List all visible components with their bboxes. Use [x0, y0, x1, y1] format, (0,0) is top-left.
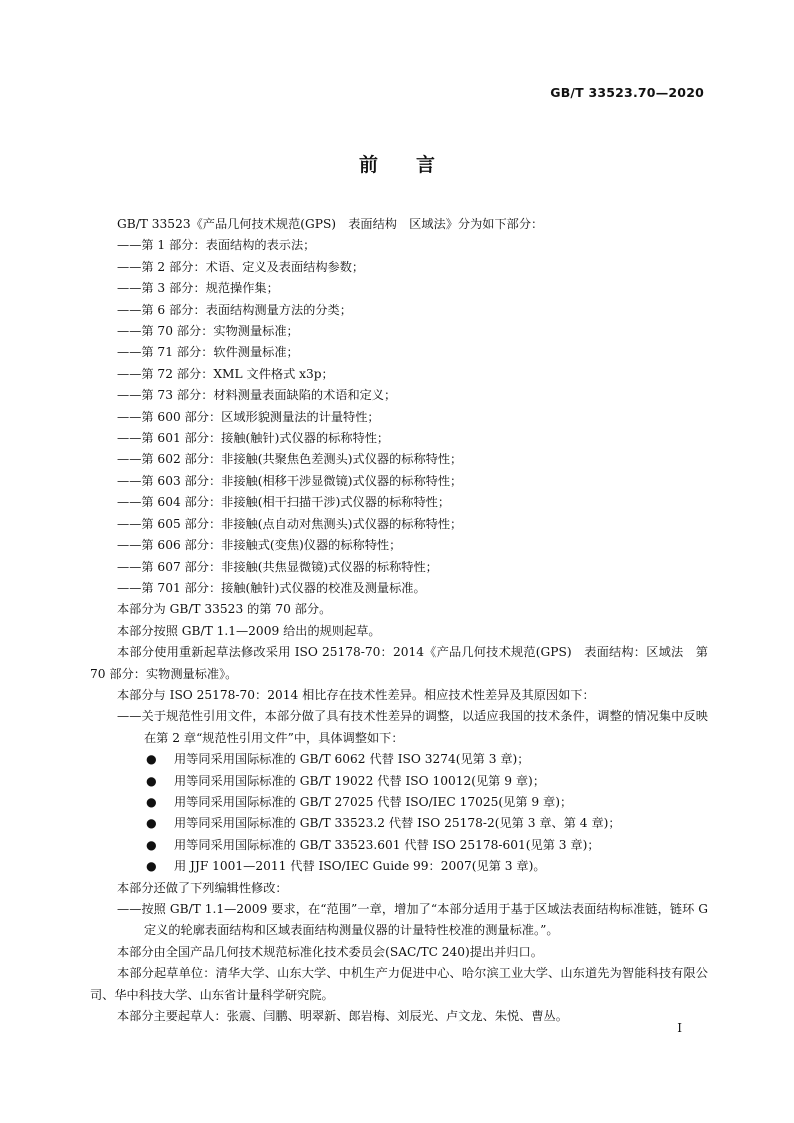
- bullet-dot-icon: ●: [146, 773, 157, 788]
- page-number: I: [677, 1021, 682, 1035]
- intro-paragraph: GB/T 33523《产品几何技术规范(GPS) 表面结构 区域法》分为如下部分：: [117, 217, 544, 231]
- bullet-list: [90, 749, 708, 877]
- bullet-item: [90, 749, 708, 770]
- bullet-dot-icon: ●: [146, 752, 157, 767]
- bullet-dot-icon: ●: [146, 837, 157, 852]
- standard-code: GB/T 33523.70—2020: [550, 85, 704, 100]
- part-list-item: ——第 605 部分：非接触(点自动对焦测头)式仪器的标称特性；: [117, 516, 463, 531]
- part-list-item: ——第 701 部分：接触(触针)式仪器的校准及测量标准。: [117, 580, 426, 595]
- part-list-item: ——第 601 部分：接触(触针)式仪器的标称特性；: [117, 431, 390, 446]
- bullet-text: 用等同采用国际标准的 GB/T 19022 代替 ISO 10012(见第 9 章)；: [174, 773, 546, 788]
- editorial-paragraph: 本部分还做了下列编辑性修改：: [117, 880, 288, 895]
- bullet-dot-icon: ●: [146, 816, 157, 831]
- bullet-text: 用等同采用国际标准的 GB/T 27025 代替 ISO/IEC 17025(见第 9 章)；: [174, 794, 573, 809]
- drafting-units-paragraph: 本部分起草单位：清华大学、山东大学、中机生产力促进中心、哈尔滨工业大学、山东道先为智能科技有限公司、华中科技大学、山东省计量科学研究院。: [90, 966, 708, 1002]
- bullet-item: [90, 813, 708, 834]
- differences-paragraph: 本部分与 ISO 25178-70：2014 相比存在技术性差异。相应技术性差异及其原因如下：: [117, 687, 595, 702]
- bullet-item: [90, 856, 708, 877]
- foreword-body: [90, 214, 708, 1027]
- drafting-rules-paragraph: 本部分按照 GB/T 1.1—2009 给出的规则起草。: [117, 623, 381, 638]
- part-list-item: ——第 71 部分：软件测量标准；: [117, 345, 299, 360]
- part-list-item: ——第 3 部分：规范操作集；: [117, 281, 279, 296]
- part-of-paragraph: 本部分为 GB/T 33523 的第 70 部分。: [117, 602, 332, 617]
- part-list-item: ——第 602 部分：非接触(共聚焦色差测头)式仪器的标称特性；: [117, 452, 463, 467]
- drafters-paragraph: 本部分主要起草人：张震、闫鹏、明翠新、郎岩梅、刘辰光、卢文龙、朱悦、曹丛。: [117, 1009, 568, 1024]
- bullet-item: [90, 835, 708, 856]
- bullet-item: [90, 792, 708, 813]
- part-list-item: ——第 600 部分：区域形貌测量法的计量特性；: [117, 409, 380, 424]
- part-list-item: ——第 6 部分：表面结构测量方法的分类；: [117, 302, 352, 317]
- adoption-paragraph: 本部分使用重新起草法修改采用 ISO 25178-70：2014《产品几何技术规范(GPS) 表面结构：区域法 第 70 部分：实物测量标准》。: [90, 645, 708, 681]
- bullet-text: 用等同采用国际标准的 GB/T 6062 代替 ISO 3274(见第 3 章)；: [174, 752, 530, 767]
- part-list-item: ——第 73 部分：材料测量表面缺陷的术语和定义；: [117, 388, 397, 403]
- part-list-item: ——第 606 部分：非接触式(变焦)仪器的标称特性；: [117, 538, 402, 553]
- parts-list: [90, 235, 708, 599]
- difference-item: ——关于规范性引用文件，本部分做了具有技术性差异的调整，以适应我国的技术条件，调整的情况集中反映在第 2 章“规范性引用文件”中，具体调整如下：: [117, 709, 708, 745]
- bullet-item: [90, 771, 708, 792]
- part-list-item: ——第 607 部分：非接触(共焦显微镜)式仪器的标称特性；: [117, 559, 438, 574]
- part-list-item: ——第 604 部分：非接触(相干扫描干涉)式仪器的标称特性；: [117, 495, 451, 510]
- part-list-item: ——第 72 部分：XML 文件格式 x3p；: [117, 366, 334, 381]
- part-list-item: ——第 70 部分：实物测量标准；: [117, 324, 299, 339]
- bullet-text: 用 JJF 1001—2011 代替 ISO/IEC Guide 99：2007(见第 3 章)。: [174, 859, 546, 874]
- part-list-item: ——第 1 部分：表面结构的表示法；: [117, 238, 316, 253]
- editorial-item: ——按照 GB/T 1.1—2009 要求，在“范围”一章，增加了“本部分适用于基于区域法表面结构标准链，链环 G 定义的轮廓表面结构和区域表面结构测量仪器的计量特性校准的测量标准。”。: [117, 902, 708, 938]
- page-title: 前 言: [358, 154, 435, 176]
- part-list-item: ——第 603 部分：非接触(相移干涉显微镜)式仪器的标称特性；: [117, 473, 463, 488]
- bullet-dot-icon: ●: [146, 794, 157, 809]
- bullet-text: 用等同采用国际标准的 GB/T 33523.2 代替 ISO 25178-2(见第 3 章、第 4 章)；: [174, 816, 621, 831]
- proposed-paragraph: 本部分由全国产品几何技术规范标准化技术委员会(SAC/TC 240)提出并归口。: [117, 944, 543, 959]
- part-list-item: ——第 2 部分：术语、定义及表面结构参数；: [117, 259, 365, 274]
- bullet-text: 用等同采用国际标准的 GB/T 33523.601 代替 ISO 25178-601(见第 3 章)；: [174, 837, 600, 852]
- bullet-dot-icon: ●: [146, 859, 157, 874]
